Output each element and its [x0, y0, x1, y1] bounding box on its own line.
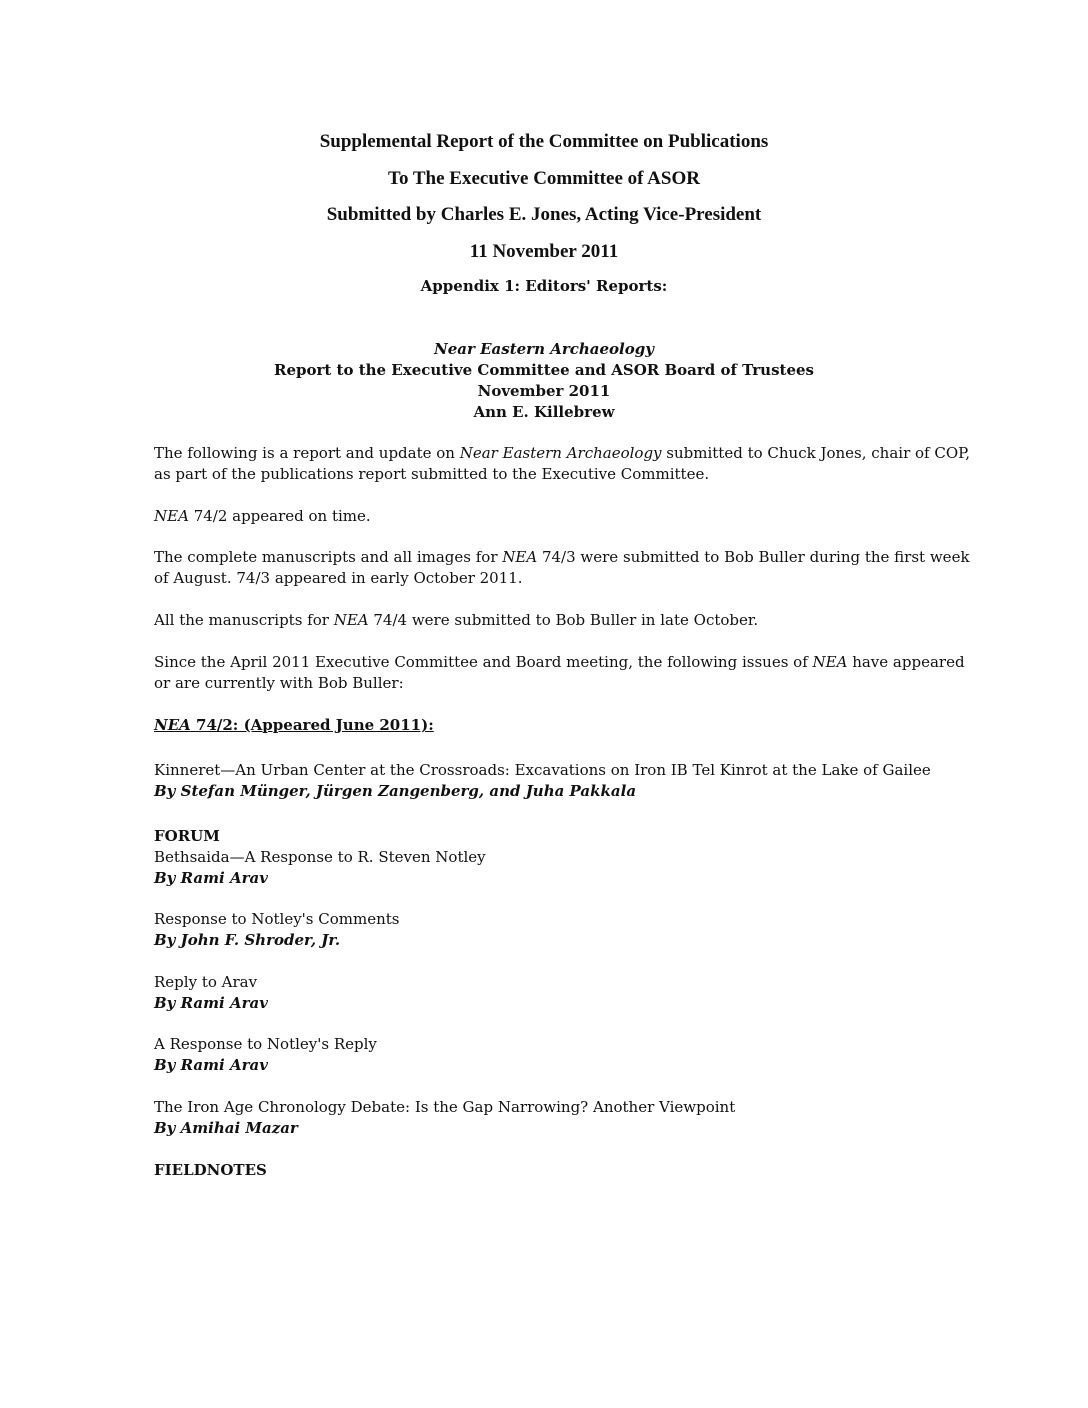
- paragraph-nea-74-2: NEA 74/2 appeared on time.: [154, 507, 371, 525]
- article-title: Reply to Arav: [154, 973, 258, 991]
- journal-name: Near Eastern Archaeology: [434, 340, 654, 358]
- article-author: By Stefan Münger, Jürgen Zangenberg, and Juha Pakkala: [154, 782, 637, 800]
- article-title: Bethsaida—A Response to R. Steven Notley: [154, 848, 486, 866]
- article-author: By Rami Arav: [154, 994, 268, 1012]
- fieldnotes-label: FIELDNOTES: [154, 1161, 267, 1179]
- journal-report-author: Ann E. Killebrew: [473, 403, 615, 421]
- article-title: The Iron Age Chronology Debate: Is the Gap Narrowing? Another Viewpoint: [154, 1098, 736, 1116]
- section-heading-nea-74-2: NEA 74/2: (Appeared June 2011):: [154, 716, 434, 734]
- article-entry: [154, 972, 1014, 1014]
- report-submitter: Submitted by Charles E. Jones, Acting Vice-President: [326, 204, 762, 225]
- article-author: By John F. Shroder, Jr.: [154, 931, 341, 949]
- article-entry: [154, 1097, 1014, 1139]
- paragraph-nea-74-3: The complete manuscripts and all images for NEA 74/3 were submitted to Bob Buller during the first week of August. 74/3 appeared in early October 2011.: [154, 548, 970, 587]
- appendix-heading: Appendix 1: Editors' Reports:: [420, 277, 668, 295]
- paragraph-since-april: Since the April 2011 Executive Committee and Board meeting, the following issues of NEA have appeared or are currently with Bob Buller:: [154, 653, 965, 692]
- article-title: A Response to Notley's Reply: [154, 1035, 377, 1053]
- article-author: By Rami Arav: [154, 869, 268, 887]
- journal-report-to: Report to the Executive Committee and ASOR Board of Trustees: [274, 361, 814, 379]
- journal-report-header: [0, 339, 1088, 423]
- article-title: Kinneret—An Urban Center at the Crossroads: Excavations on Iron IB Tel Kinrot at the Lake of Gailee: [154, 761, 931, 779]
- article-title: Response to Notley's Comments: [154, 910, 400, 928]
- journal-report-date: November 2011: [477, 382, 611, 400]
- article-entry: [154, 909, 1014, 951]
- report-date: 11 November 2011: [469, 241, 619, 262]
- report-recipient: To The Executive Committee of ASOR: [388, 168, 700, 189]
- intro-paragraph: The following is a report and update on Near Eastern Archaeology submitted to Chuck Jones, chair of COP, as part of the publications report submitted to the Executive Committee.: [154, 444, 970, 483]
- report-title: Supplemental Report of the Committee on Publications: [319, 131, 769, 152]
- article-author: By Amihai Mazar: [154, 1119, 298, 1137]
- article-entry: [154, 1034, 1014, 1076]
- article-entry: [154, 760, 1014, 802]
- article-author: By Rami Arav: [154, 1056, 268, 1074]
- forum-label: FORUM: [154, 827, 220, 845]
- article-entry: [154, 847, 1014, 889]
- paragraph-nea-74-4: All the manuscripts for NEA 74/4 were submitted to Bob Buller in late October.: [154, 611, 759, 629]
